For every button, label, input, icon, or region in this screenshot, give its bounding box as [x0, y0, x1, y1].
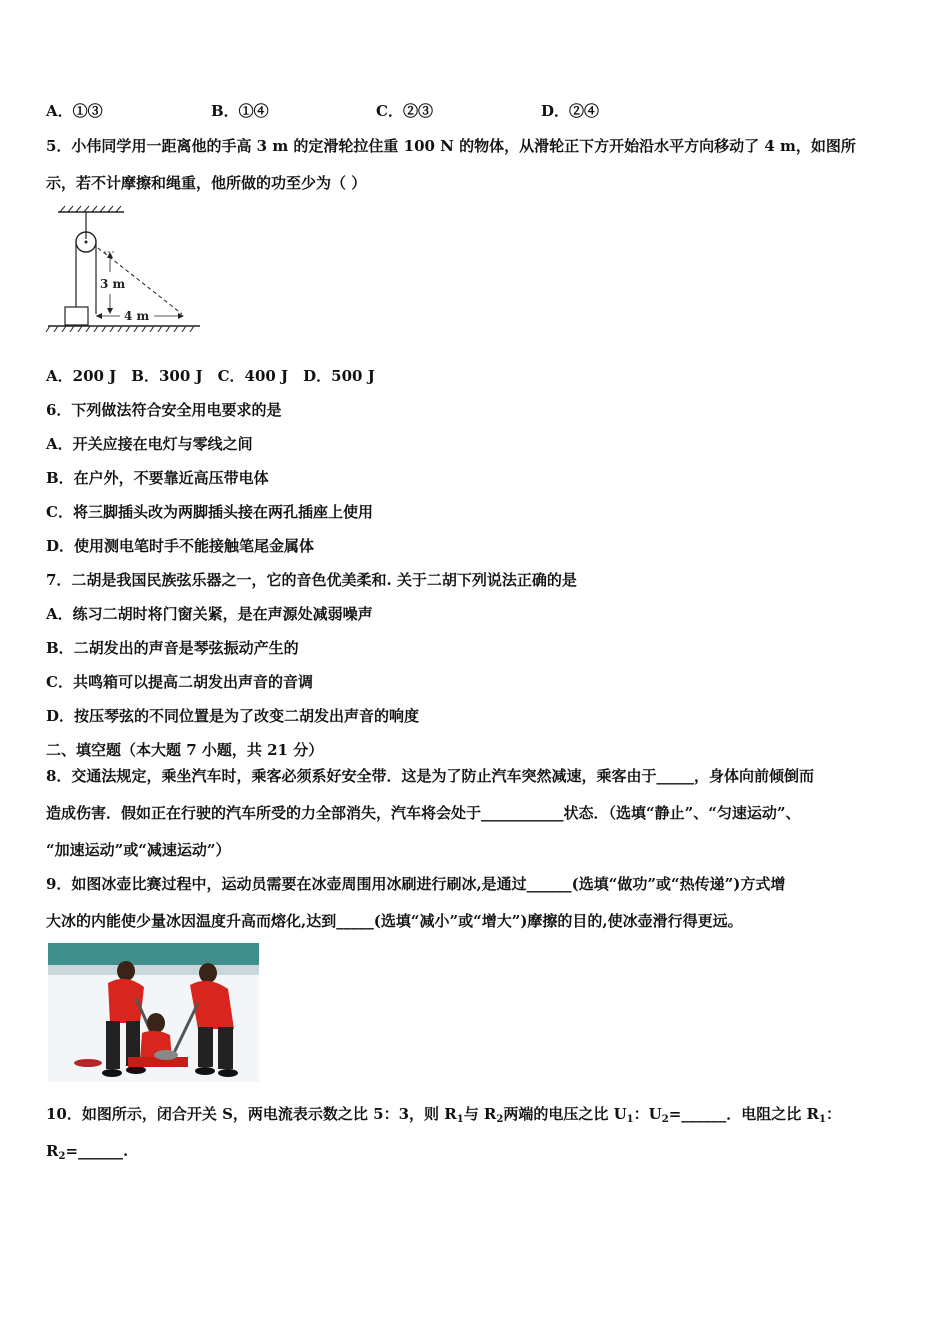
q9-line2: 大冰的内能使少量冰因温度升高而熔化,达到_____(选填“减小”或“增大”)摩擦的目的,使冰壶滑行得更远。	[46, 912, 743, 930]
q4-options	[46, 101, 646, 121]
q10-line1: 10．如图所示，闭合开关 S，两电流表示数之比 5：3，则 $R_1$与 $R_2$两端的电压之比 $U_1$：$U_2=\_\_\_\_\_\_$．电阻之比 $R_1$：	[46, 1105, 841, 1125]
q7-option-d[interactable]: D．按压琴弦的不同位置是为了改变二胡发出声音的响度	[46, 707, 420, 725]
q7-option-c[interactable]: C．共鸣箱可以提高二胡发出声音的音调	[46, 673, 313, 691]
q6-option-b[interactable]: B．在户外，不要靠近高压带电体	[46, 469, 269, 487]
q5-options[interactable]: A．200 J B．300 J C．400 J D．500 J	[46, 367, 375, 385]
q4-option-a[interactable]: A．①③	[46, 102, 103, 120]
q4-option-c[interactable]: C．②③	[376, 102, 433, 120]
section-heading: 二、填空题（本大题 7 小题，共 21 分）	[46, 741, 324, 759]
q8-line2: 造成伤害．假如正在行驶的汽车所受的力全部消失，汽车将会处于___________状态．（选填“静止”、“匀速运动”、	[46, 804, 801, 822]
q4-option-d[interactable]: D．②④	[541, 102, 600, 120]
distance-label: 4 m	[124, 309, 150, 323]
q6-stem: 6．下列做法符合安全用电要求的是	[46, 401, 282, 419]
q7-stem: 7．二胡是我国民族弦乐器之一，它的音色优美柔和. 关于二胡下列说法正确的是	[46, 571, 577, 589]
q6-option-d[interactable]: D．使用测电笔时手不能接触笔尾金属体	[46, 537, 315, 555]
q5-stem-line1: 5．小伟同学用一距离他的手高 3 m 的定滑轮拉住重 100 N 的物体，从滑轮正下方开始沿水平方向移动了 4 m，如图所	[46, 137, 856, 155]
q4-option-b[interactable]: B．①④	[211, 102, 269, 120]
q8-line1: 8．交通法规定，乘坐汽车时，乘客必须系好安全带．这是为了防止汽车突然减速，乘客由于_____，身体向前倾倒而	[46, 767, 814, 785]
q5-stem-line2: 示，若不计摩擦和绳重，他所做的功至少为（ ）	[46, 174, 367, 192]
curling-photo	[48, 943, 259, 1082]
pulley-diagram	[44, 204, 204, 336]
q10-line2: $R_2=\_\_\_\_\_\_$.	[46, 1142, 129, 1162]
q7-option-a[interactable]: A．练习二胡时将门窗关紧，是在声源处减弱噪声	[46, 605, 373, 623]
weight-block	[65, 307, 88, 325]
q6-option-a[interactable]: A．开关应接在电灯与零线之间	[46, 435, 253, 453]
q9-line1: 9．如图冰壶比赛过程中，运动员需要在冰壶周围用冰刷进行刷冰,是通过______(选填“做功”或“热传递”)方式增	[46, 875, 786, 893]
q6-option-c[interactable]: C．将三脚插头改为两脚插头接在两孔插座上使用	[46, 503, 373, 521]
q7-option-b[interactable]: B．二胡发出的声音是琴弦振动产生的	[46, 639, 299, 657]
q8-line3: “加速运动”或“减速运动”）	[46, 841, 231, 859]
height-label: 3 m	[100, 277, 126, 291]
